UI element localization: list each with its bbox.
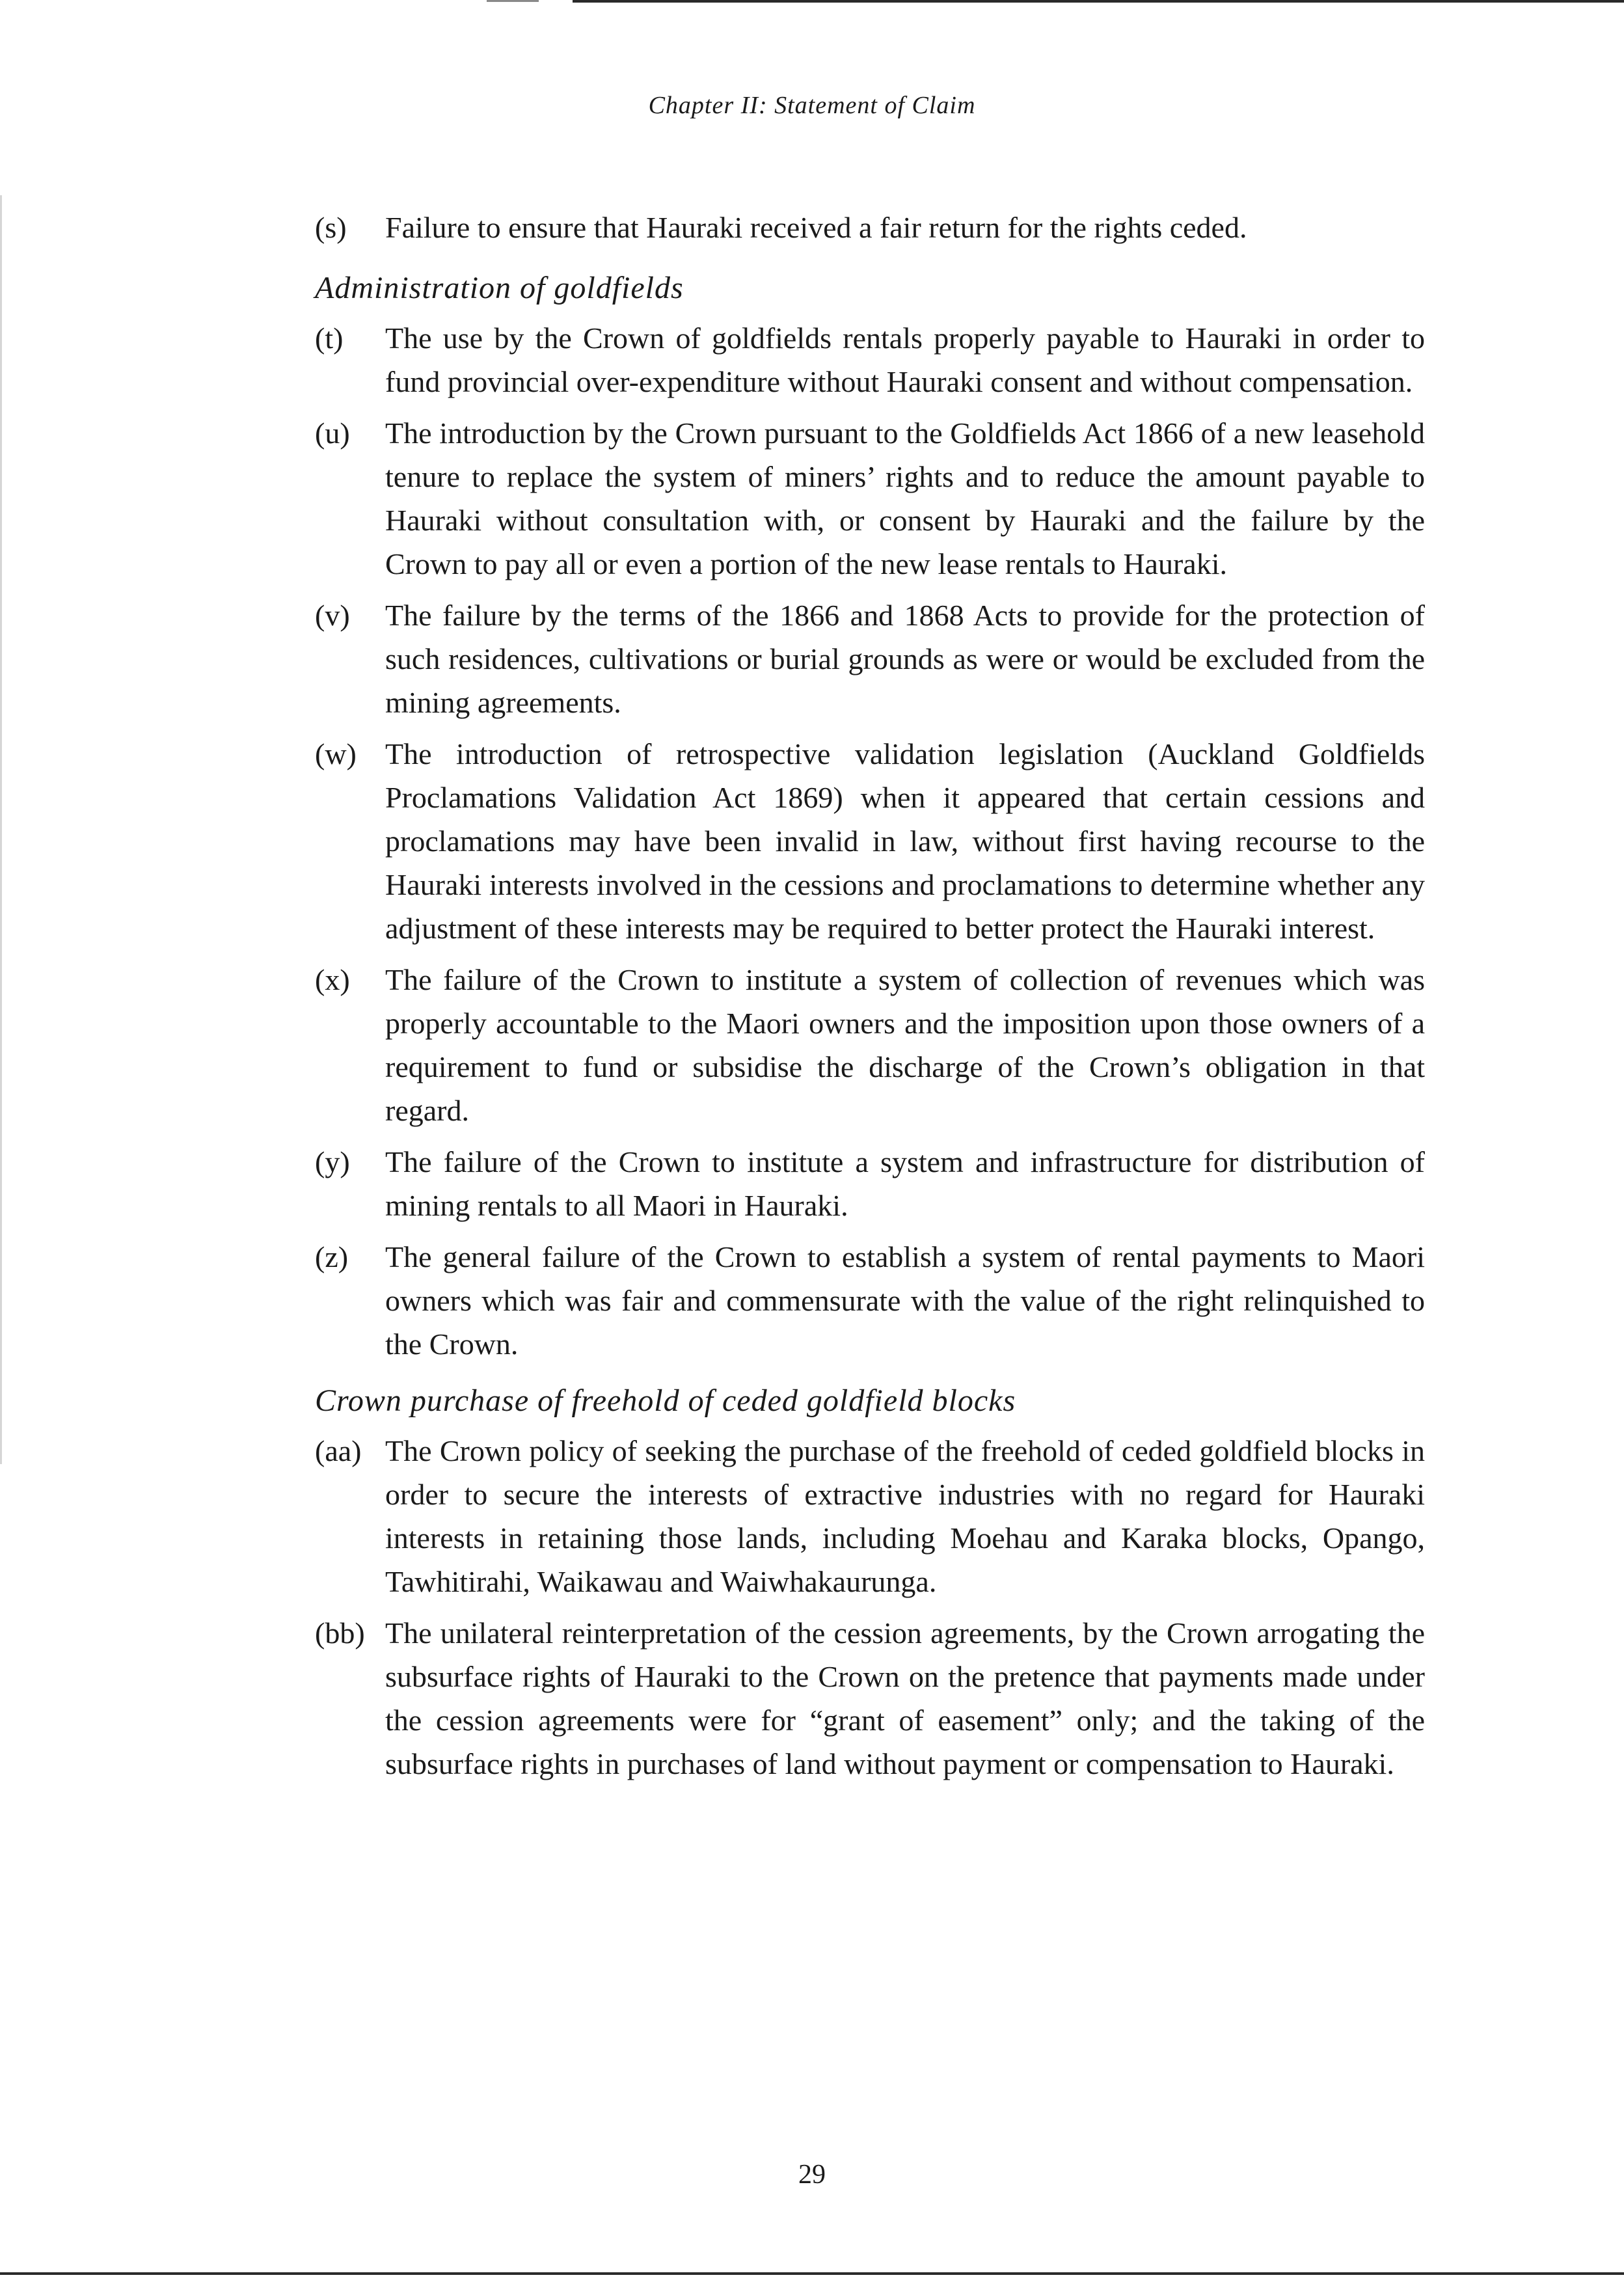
list-item-y (315, 1140, 1425, 1227)
item-label: (s) (315, 211, 347, 244)
item-text: The introduction of retrospective validation legislation (Auckland Goldfields Proclamations Validation Act 1869) when it appeared that certain cessions and proclamations may have been invalid in law, without first having recourse to the Hauraki interests involved in the cessions and proclamations to determine whether any adjustment of these interests may be required to better protect the Hauraki interest. (385, 737, 1425, 945)
list-item-x (315, 958, 1425, 1132)
section-heading-crown-purchase: Crown purchase of freehold of ceded goldfield blocks (315, 1383, 1016, 1418)
top-rule (573, 0, 1624, 3)
list-item-bb (315, 1611, 1425, 1786)
page-body (315, 206, 1425, 1793)
list-item-t (315, 316, 1425, 403)
item-label: (u) (315, 416, 350, 450)
list-item-v (315, 593, 1425, 724)
item-label: (v) (315, 599, 350, 632)
item-label: (x) (315, 963, 350, 996)
bottom-rule (0, 2272, 1624, 2275)
item-label: (bb) (315, 1616, 365, 1650)
list-item-u (315, 411, 1425, 586)
item-label: (t) (315, 321, 344, 355)
item-text: The failure by the terms of the 1866 and 1868 Acts to provide for the protection of such residences, cultivations or burial grounds as were or would be excluded from the mining agreements. (385, 599, 1425, 719)
item-label: (z) (315, 1240, 349, 1273)
item-text: The unilateral reinterpretation of the cession agreements, by the Crown arrogating the subsurface rights of Hauraki to the Crown on the pretence that payments made under the cession agreements were for “grant of easement” only; and the taking of the subsurface rights in purchases of land without payment or compensation to Hauraki. (385, 1616, 1425, 1780)
item-label: (aa) (315, 1434, 362, 1467)
running-head: Chapter II: Statement of Claim (648, 92, 976, 119)
item-label: (y) (315, 1145, 350, 1178)
left-edge-shadow (0, 195, 2, 1464)
item-text: Failure to ensure that Hauraki received a fair return for the rights ceded. (385, 211, 1247, 244)
top-edge-mark (487, 0, 539, 2)
list-item-w (315, 732, 1425, 950)
item-text: The use by the Crown of goldfields rentals properly payable to Hauraki in order to fund provincial over-expenditure without Hauraki consent and without compensation. (385, 321, 1425, 398)
item-text: The Crown policy of seeking the purchase of the freehold of ceded goldfield blocks in order to secure the interests of extractive industries with no regard for Hauraki interests in retaining those lands, including Moehau and Karaka blocks, Opango, Tawhitirahi, Waikawau and Waiwhakaurunga. (385, 1434, 1425, 1598)
list-item-s (315, 206, 1425, 249)
list-item-z (315, 1235, 1425, 1366)
item-label: (w) (315, 737, 357, 770)
page-number: 29 (798, 2160, 826, 2190)
section-heading-administration: Administration of goldfields (315, 271, 684, 305)
item-text: The introduction by the Crown pursuant to the Goldfields Act 1866 of a new leasehold tenure to replace the system of miners’ rights and to reduce the amount payable to Hauraki without consultation with, or consent by Hauraki and the failure by the Crown to pay all or even a portion of the new lease rentals to Hauraki. (385, 416, 1425, 580)
item-text: The general failure of the Crown to establish a system of rental payments to Maori owners which was fair and commensurate with the value of the right relinquished to the Crown. (385, 1240, 1425, 1361)
item-text: The failure of the Crown to institute a system of collection of revenues which was properly accountable to the Maori owners and the imposition upon those owners of a requirement to fund or subsidise the discharge of the Crown’s obligation in that regard. (385, 963, 1425, 1127)
list-item-aa (315, 1429, 1425, 1603)
item-text: The failure of the Crown to institute a system and infrastructure for distribution of mining rentals to all Maori in Hauraki. (385, 1145, 1425, 1222)
